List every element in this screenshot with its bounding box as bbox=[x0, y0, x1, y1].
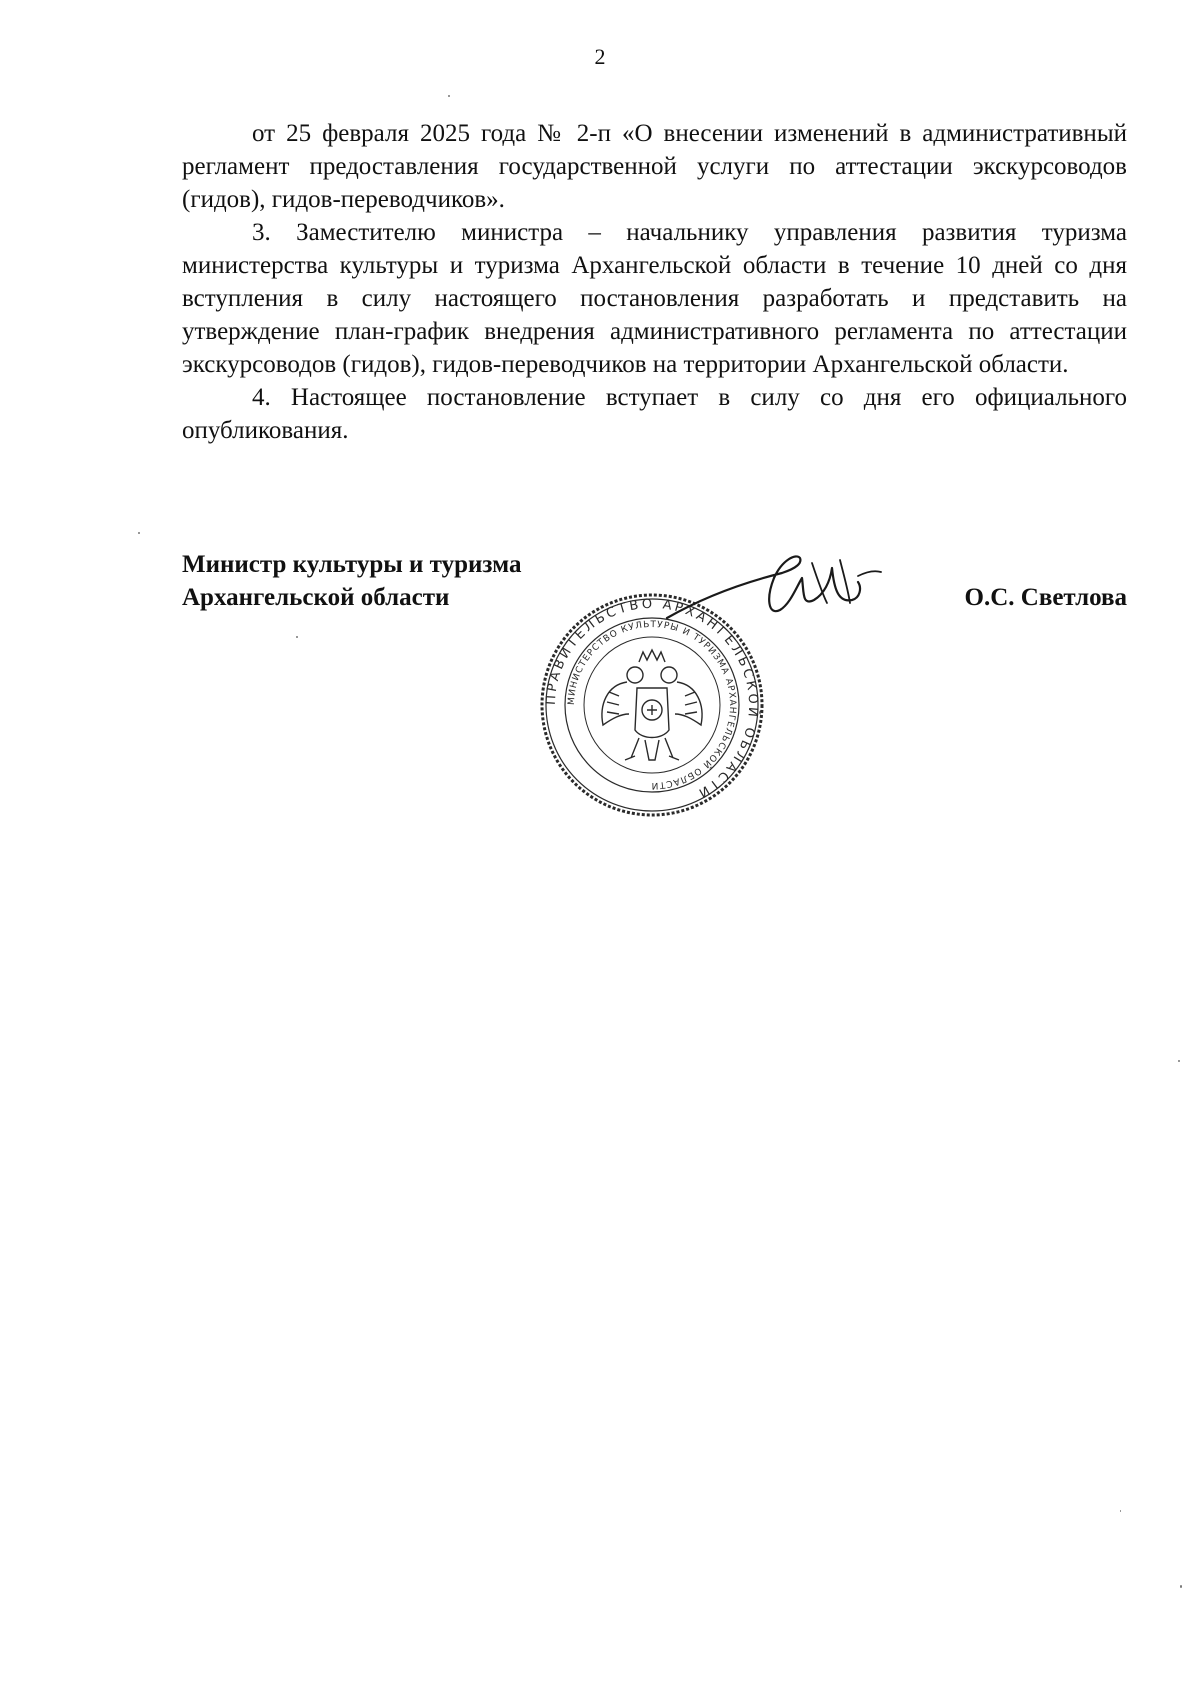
scan-speck bbox=[1180, 1585, 1182, 1588]
signatory-position bbox=[182, 548, 521, 614]
body-text bbox=[182, 117, 1127, 447]
seal-inner-text: МИНИСТЕРСТВО КУЛЬТУРЫ И ТУРИЗМА АРХАНГЕЛЬСКОЙ ОБЛАСТИ bbox=[566, 619, 738, 791]
paragraph-continuation: от 25 февраля 2025 года № 2-п «О внесении изменений в административный регламент предоставления государственной услуги по аттестации экскурсоводов (гидов), гидов-переводчиков». bbox=[182, 120, 1127, 213]
signatory-position-line1: Министр культуры и туризма bbox=[182, 551, 522, 578]
scan-speck bbox=[296, 636, 298, 638]
paragraph-item-4: 4. Настоящее постановление вступает в силу со дня его официального опубликования. bbox=[182, 384, 1127, 444]
double-headed-eagle-icon bbox=[602, 650, 702, 760]
scan-speck bbox=[448, 95, 450, 97]
signatory-name: О.С. Светлова bbox=[964, 584, 1127, 611]
signature-block bbox=[182, 548, 1127, 848]
page-number: 2 bbox=[594, 44, 606, 69]
signatory-position-line2: Архангельской области bbox=[182, 584, 450, 611]
scan-speck bbox=[1178, 1060, 1180, 1062]
handwritten-signature bbox=[662, 548, 882, 628]
scan-speck bbox=[138, 532, 140, 534]
paragraph-item-3: 3. Заместителю министра – начальнику управления развития туризма министерства культуры и туризма Архангельской области в течение 10 дней со дня вступления в силу настоящего постановления разработать и представить на утверждение план-график внедрения административного регламента по аттестации экскурсоводов (гидов), гидов-переводчиков на территории Архангельской области. bbox=[182, 219, 1127, 378]
seal-outer-text: ПРАВИТЕЛЬСТВО АРХАНГЕЛЬСКОЙ ОБЛАСТИ bbox=[543, 596, 761, 802]
scan-speck bbox=[1120, 1510, 1121, 1512]
